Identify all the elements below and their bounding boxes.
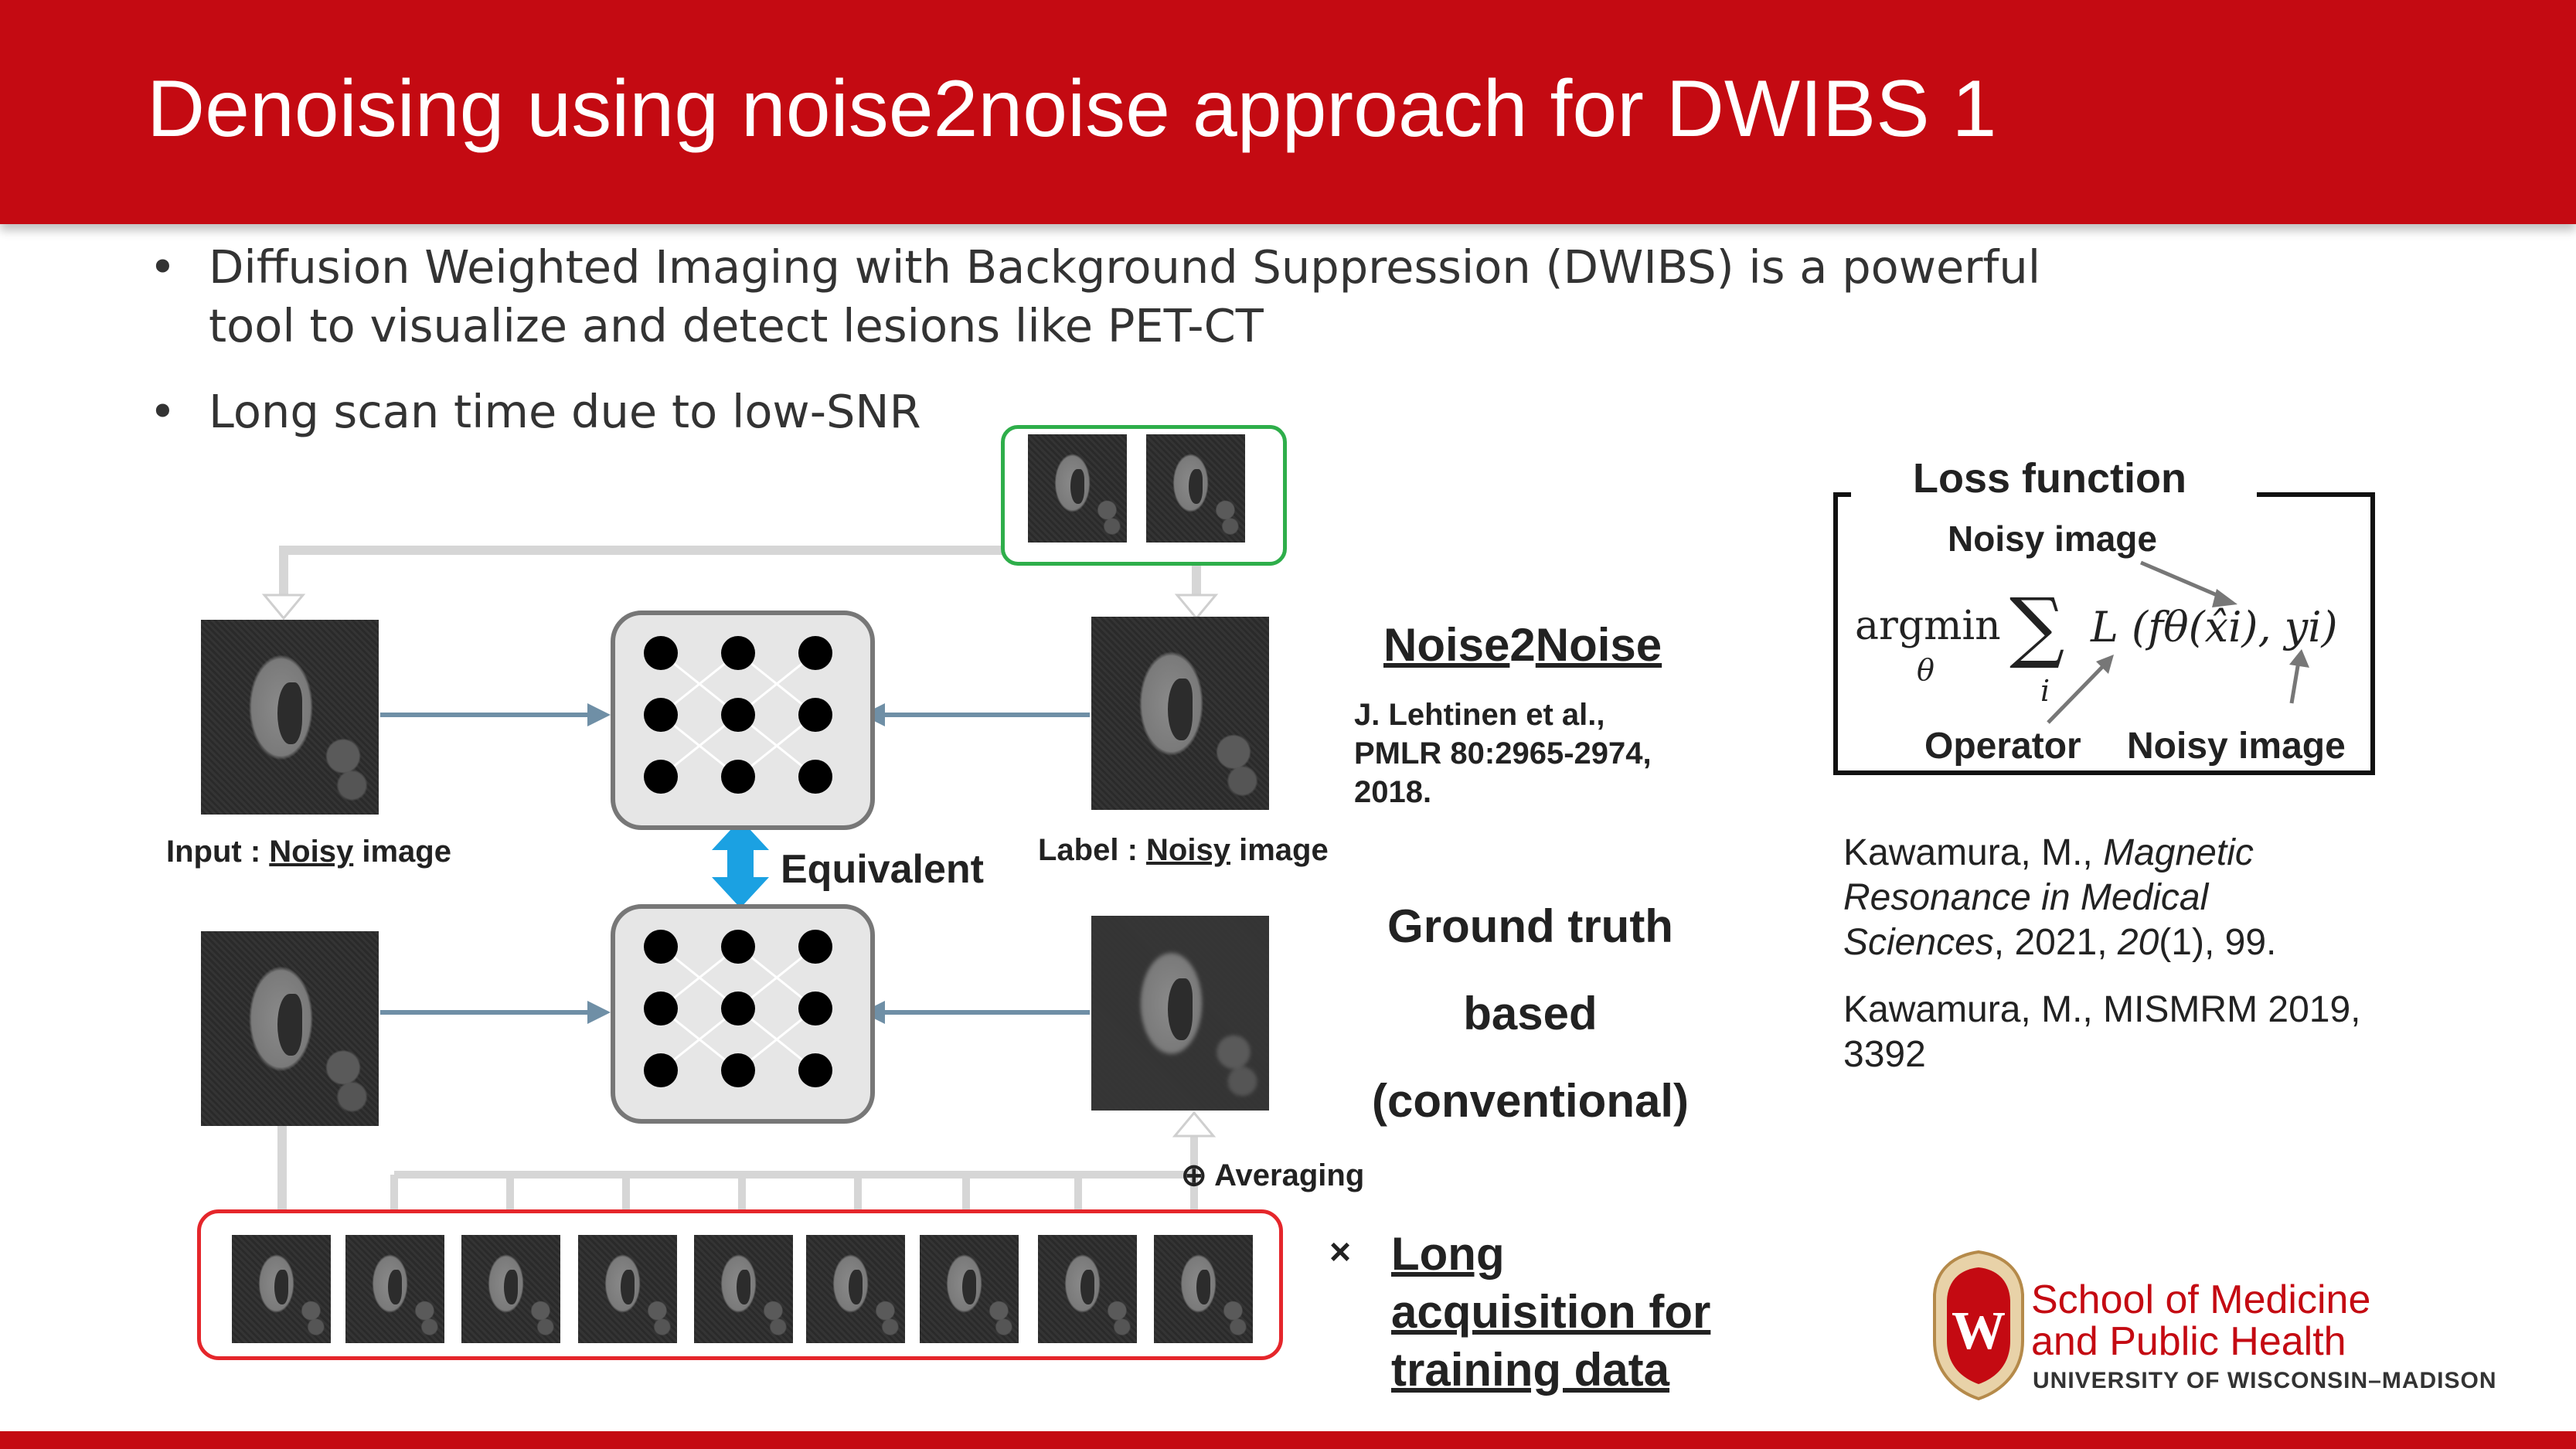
connector-green-to-input (284, 537, 1086, 611)
acquisition-image (694, 1235, 793, 1343)
arrowhead-down (1177, 595, 1216, 618)
arrowhead-down (264, 595, 303, 618)
noisy-image-b (1146, 434, 1245, 543)
acquisition-image (345, 1235, 444, 1343)
bullet-1-line-2: tool to visualize and detect lesions like PET-CT (209, 299, 1264, 352)
network-nodes-2 (611, 904, 875, 1124)
loss-expression: L (fθ(x̂i), yi) (2091, 603, 2338, 651)
footer-bar (0, 1431, 2576, 1449)
acquisition-image (1038, 1235, 1137, 1343)
bullet-2-line: Long scan time due to low-SNR (209, 385, 921, 438)
loss-theta: θ (1917, 653, 1935, 687)
acquisition-image (461, 1235, 560, 1343)
acquisition-image (578, 1235, 677, 1343)
bullet-dot: • (149, 240, 176, 294)
loss-sum: ∑ (2009, 581, 2065, 672)
averaging-label: ⊕ Averaging (1181, 1158, 1365, 1192)
noise2noise-reference: J. Lehtinen et al., PMLR 80:2965-2974, 2018. (1354, 698, 1652, 809)
loss-operator-label: Operator (1924, 726, 2081, 767)
acquisition-image (920, 1235, 1019, 1343)
input-noisy-image (201, 620, 379, 815)
loss-noisy-image-top: Noisy image (1948, 519, 2157, 559)
bullet-1-line-1: Diffusion Weighted Imaging with Background Suppression (DWIBS) is a powerful (209, 240, 2041, 294)
input-label: Input : Noisy image (166, 835, 451, 869)
reference-2: Kawamura, M., MISMRM 2019, 3392 (1843, 989, 2361, 1075)
averaged-ground-truth-image (1091, 916, 1269, 1111)
network-nodes-1 (611, 611, 875, 830)
label-label: Label : Noisy image (1038, 833, 1329, 867)
uw-crest-logo (1928, 1248, 2029, 1403)
cross-mark-icon: × (1329, 1232, 1352, 1273)
equivalent-double-arrow (712, 819, 769, 908)
plus-circle-icon: ⊕ (1181, 1158, 1207, 1192)
slide-title: Denoising using noise2noise approach for DWIBS 1 (147, 64, 1997, 154)
loss-noisy-image-bottom: Noisy image (2127, 726, 2346, 767)
ground-truth-label: Ground truth based (conventional) (1371, 900, 1689, 1127)
acquisition-image (1154, 1235, 1253, 1343)
equivalent-label: Equivalent (781, 847, 984, 892)
loss-sum-index: i (2040, 674, 2050, 708)
acquisition-image (232, 1235, 331, 1343)
crest-letter: W (1952, 1301, 2006, 1361)
label-noisy-image (1091, 617, 1269, 810)
arrowhead-up (1175, 1113, 1213, 1136)
bullet-dot: • (149, 385, 176, 438)
acquisition-image (806, 1235, 905, 1343)
drawback-text: Long acquisition for training data (1391, 1228, 1711, 1396)
loss-function-title: Loss function (1913, 455, 2186, 502)
logo-university: UNIVERSITY OF WISCONSIN–MADISON (2033, 1368, 2497, 1393)
noise2noise-heading: Noise2Noise (1383, 619, 1662, 671)
loss-argmin: argmin (1855, 603, 2001, 649)
input-noisy-image-2 (201, 931, 379, 1126)
logo-wordmark: School of Medicine and Public Health (2031, 1277, 2371, 1364)
noisy-image-a (1028, 434, 1127, 543)
reference-1: Kawamura, M., Magnetic Resonance in Medical Sciences, 2021, 20(1), 99. (1843, 832, 2277, 963)
